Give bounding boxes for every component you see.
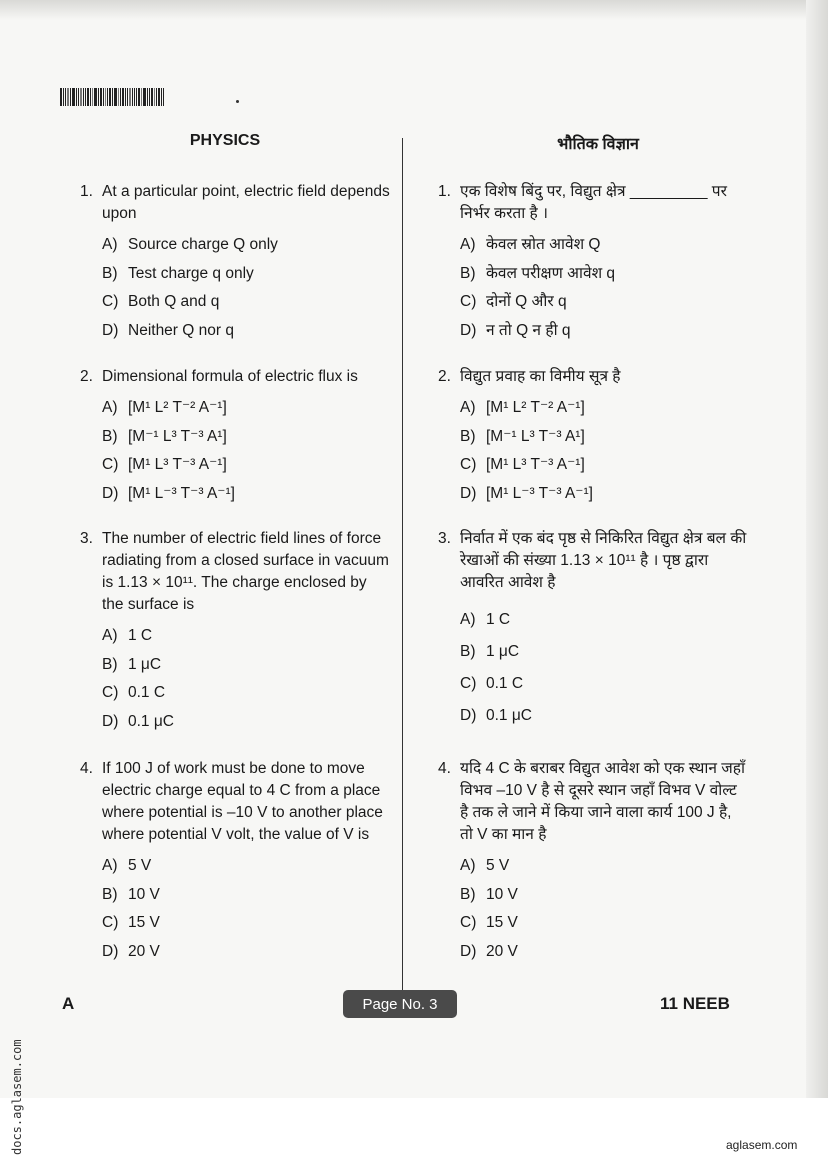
barcode-bar bbox=[80, 88, 82, 106]
question-number: 2. bbox=[80, 368, 93, 385]
barcode-bar bbox=[72, 88, 75, 106]
options-list bbox=[80, 394, 390, 508]
question-text: The number of electric field lines of force radiating from a closed surface in vacuum is 1.13 × 10¹¹. The charge enclosed by the surface is bbox=[102, 530, 389, 613]
option-text: 1 C bbox=[128, 627, 153, 644]
option-c bbox=[80, 288, 390, 317]
option-a bbox=[80, 394, 390, 423]
barcode-bar bbox=[107, 88, 108, 106]
option-b bbox=[80, 423, 390, 452]
barcode-bar bbox=[134, 88, 135, 106]
barcode-bar bbox=[120, 88, 121, 106]
option-label: A) bbox=[460, 611, 476, 628]
barcode-bar bbox=[83, 88, 84, 106]
option-label: A) bbox=[460, 399, 476, 416]
option-label: A) bbox=[102, 627, 118, 644]
option-text: 20 V bbox=[486, 942, 518, 960]
bottom-margin bbox=[0, 1098, 828, 1169]
barcode-bar bbox=[105, 88, 106, 106]
option-text: केवल परीक्षण आवेश q bbox=[486, 264, 616, 282]
barcode-bar bbox=[92, 88, 93, 106]
barcode-bar bbox=[98, 88, 99, 106]
barcode-bar bbox=[163, 88, 164, 106]
option-label: A) bbox=[460, 236, 476, 253]
option-text: 5 V bbox=[486, 857, 510, 874]
option-text: 20 V bbox=[128, 942, 160, 960]
barcode-bar bbox=[78, 88, 79, 106]
barcode-bar bbox=[85, 88, 86, 106]
option-c bbox=[80, 909, 390, 938]
barcode-bar bbox=[118, 88, 119, 106]
option-label: C) bbox=[460, 456, 477, 473]
option-label: A) bbox=[102, 857, 118, 874]
option-label: D) bbox=[460, 484, 477, 502]
option-d bbox=[80, 708, 390, 737]
barcode-bar bbox=[94, 88, 97, 106]
option-label: B) bbox=[460, 427, 476, 445]
barcode-bar bbox=[103, 88, 104, 106]
question-3 bbox=[80, 528, 390, 736]
option-d bbox=[438, 480, 748, 509]
option-text: 0.1 μC bbox=[486, 707, 532, 724]
barcode-bar bbox=[100, 88, 102, 106]
question-2 bbox=[80, 366, 390, 508]
option-d bbox=[438, 938, 748, 967]
question-2 bbox=[438, 366, 748, 508]
barcode-bar bbox=[76, 88, 77, 106]
option-a bbox=[80, 852, 390, 881]
option-d bbox=[438, 700, 748, 732]
section-title-english: PHYSICS bbox=[189, 132, 261, 149]
option-a bbox=[80, 231, 390, 260]
question-number: 1. bbox=[438, 183, 451, 200]
option-b bbox=[80, 881, 390, 910]
option-label: D) bbox=[102, 942, 119, 960]
option-label: C) bbox=[102, 456, 119, 473]
question-text: Dimensional formula of electric flux is bbox=[102, 368, 358, 385]
barcode bbox=[60, 88, 186, 106]
option-text: [M¹ L³ T⁻³ A⁻¹] bbox=[128, 456, 227, 473]
option-label: C) bbox=[102, 914, 119, 931]
option-text: 0.1 C bbox=[128, 684, 166, 701]
question-number: 4. bbox=[80, 760, 93, 777]
barcode-bar bbox=[154, 88, 155, 106]
question-text: निर्वात में एक बंद पृष्ठ से निकिरित विद्युत क्षेत्र बल की रेखाओं की संख्या 1.13 × 10¹¹ है । पृष्ठ द्वारा आवरित आवेश है bbox=[460, 530, 747, 591]
page-number-badge: Page No. 3 bbox=[343, 990, 457, 1018]
hindi-column bbox=[438, 132, 748, 176]
question-4 bbox=[80, 758, 390, 966]
options-list bbox=[438, 231, 748, 345]
option-text: 0.1 μC bbox=[128, 712, 174, 730]
option-c bbox=[80, 679, 390, 708]
option-c bbox=[438, 909, 748, 938]
option-c bbox=[80, 451, 390, 480]
option-label: A) bbox=[102, 399, 118, 416]
option-c bbox=[438, 451, 748, 480]
barcode-bar bbox=[112, 88, 113, 106]
section-title-hindi: भौतिक विज्ञान bbox=[557, 136, 639, 153]
option-text: Source charge Q only bbox=[128, 236, 278, 253]
barcode-bar bbox=[138, 88, 140, 106]
option-text: 15 V bbox=[128, 914, 160, 931]
options-list bbox=[438, 394, 748, 508]
option-d bbox=[80, 480, 390, 509]
barcode-bar bbox=[70, 88, 71, 106]
barcode-bar bbox=[151, 88, 153, 106]
option-label: A) bbox=[460, 857, 476, 874]
option-label: D) bbox=[102, 321, 119, 339]
option-a bbox=[438, 231, 748, 260]
barcode-bar bbox=[114, 88, 117, 106]
question-number: 4. bbox=[438, 760, 451, 777]
option-text: [M¹ L⁻³ T⁻³ A⁻¹] bbox=[128, 484, 235, 502]
option-text: [M⁻¹ L³ T⁻³ A¹] bbox=[486, 427, 585, 445]
barcode-bar bbox=[125, 88, 126, 106]
question-text: यदि 4 C के बराबर विद्युत आवेश को एक स्थान जहाँ विभव –10 V है से दूसरे स्थान जहाँ विभव V वोल्ट है तक ले जाने में किया जाने वाला कार्य 100 J है, तो V का मान है bbox=[460, 760, 746, 843]
question-number: 1. bbox=[80, 183, 93, 200]
options-list bbox=[438, 604, 748, 732]
option-a bbox=[80, 622, 390, 651]
barcode-bar bbox=[161, 88, 162, 106]
option-text: दोनों Q और q bbox=[486, 293, 567, 310]
option-text: 1 μC bbox=[128, 655, 162, 673]
option-c bbox=[438, 288, 748, 317]
barcode-bar bbox=[63, 88, 64, 106]
question-text: एक विशेष बिंदु पर, विद्युत क्षेत्र _________ पर निर्भर करता है । bbox=[460, 183, 727, 222]
barcode-bar bbox=[141, 88, 142, 106]
question-stem bbox=[80, 758, 390, 846]
barcode-bar bbox=[156, 88, 157, 106]
question-text: At a particular point, electric field depends upon bbox=[102, 183, 390, 222]
site-watermark: aglasem.com bbox=[726, 1138, 798, 1152]
question-4 bbox=[438, 758, 748, 966]
option-label: C) bbox=[460, 914, 477, 931]
barcode-bar bbox=[127, 88, 128, 106]
option-text: Neither Q nor q bbox=[128, 321, 234, 339]
barcode-bar bbox=[136, 88, 137, 106]
series-code: A bbox=[62, 994, 75, 1013]
question-text: विद्युत प्रवाह का विमीय सूत्र है bbox=[460, 368, 621, 385]
option-label: B) bbox=[102, 264, 118, 282]
option-label: B) bbox=[460, 643, 476, 660]
option-d bbox=[80, 938, 390, 967]
option-text: [M⁻¹ L³ T⁻³ A¹] bbox=[128, 427, 227, 445]
question-stem bbox=[80, 366, 390, 388]
option-label: B) bbox=[102, 427, 118, 445]
option-label: B) bbox=[102, 885, 118, 903]
option-b bbox=[438, 881, 748, 910]
question-stem bbox=[438, 528, 748, 594]
option-label: D) bbox=[460, 321, 477, 339]
option-label: D) bbox=[460, 942, 477, 960]
option-b bbox=[438, 423, 748, 452]
barcode-bar bbox=[132, 88, 133, 106]
option-label: D) bbox=[102, 712, 119, 730]
option-label: A) bbox=[102, 236, 118, 253]
question-text: If 100 J of work must be done to move electric charge equal to 4 C from a place where potential is –10 V to another place where potential V volt, the value of V is bbox=[102, 760, 383, 843]
option-text: [M¹ L² T⁻² A⁻¹] bbox=[128, 399, 227, 416]
option-text: [M¹ L⁻³ T⁻³ A⁻¹] bbox=[486, 484, 593, 502]
option-text: [M¹ L² T⁻² A⁻¹] bbox=[486, 399, 585, 416]
option-label: C) bbox=[102, 293, 119, 310]
barcode-bar bbox=[147, 88, 148, 106]
scan-edge bbox=[806, 0, 828, 1169]
option-text: केवल स्रोत आवेश Q bbox=[486, 236, 601, 253]
option-text: 0.1 C bbox=[486, 675, 524, 692]
barcode-bar bbox=[67, 88, 69, 106]
barcode-bar bbox=[65, 88, 66, 106]
question-stem bbox=[438, 181, 748, 225]
question-1 bbox=[438, 181, 748, 345]
option-text: [M¹ L³ T⁻³ A⁻¹] bbox=[486, 456, 585, 473]
option-a bbox=[438, 852, 748, 881]
barcode-bar bbox=[149, 88, 150, 106]
option-label: C) bbox=[460, 675, 477, 692]
option-text: Both Q and q bbox=[128, 293, 220, 310]
option-text: 1 C bbox=[486, 611, 511, 628]
option-text: Test charge q only bbox=[128, 264, 254, 282]
question-number: 3. bbox=[438, 530, 451, 547]
option-text: 5 V bbox=[128, 857, 152, 874]
options-list bbox=[438, 852, 748, 966]
option-d bbox=[80, 317, 390, 346]
option-a bbox=[438, 604, 748, 636]
barcode-bar bbox=[143, 88, 146, 106]
option-label: B) bbox=[460, 885, 476, 903]
barcode-bar bbox=[122, 88, 124, 106]
option-label: B) bbox=[102, 655, 118, 673]
question-number: 2. bbox=[438, 368, 451, 385]
options-list bbox=[80, 231, 390, 345]
scan-shadow bbox=[0, 0, 828, 20]
scan-dot bbox=[236, 100, 239, 103]
option-text: न तो Q न ही q bbox=[486, 321, 571, 339]
vertical-watermark: docs.aglasem.com bbox=[10, 1039, 24, 1155]
barcode-bar bbox=[129, 88, 131, 106]
question-1 bbox=[80, 181, 390, 345]
option-text: 10 V bbox=[486, 885, 518, 903]
question-stem bbox=[80, 181, 390, 225]
question-number: 3. bbox=[80, 530, 93, 547]
options-list bbox=[80, 622, 390, 736]
option-text: 15 V bbox=[486, 914, 518, 931]
barcode-bar bbox=[90, 88, 91, 106]
booklet-code: 11 NEEB bbox=[660, 994, 730, 1013]
barcode-bar bbox=[158, 88, 160, 106]
barcode-bar bbox=[109, 88, 111, 106]
barcode-bar bbox=[60, 88, 62, 106]
english-column bbox=[80, 132, 390, 172]
option-c bbox=[438, 668, 748, 700]
column-divider bbox=[402, 138, 403, 990]
option-label: C) bbox=[102, 684, 119, 701]
question-stem bbox=[438, 366, 748, 388]
question-stem bbox=[80, 528, 390, 616]
option-b bbox=[438, 260, 748, 289]
barcode-bar bbox=[87, 88, 89, 106]
option-label: D) bbox=[102, 484, 119, 502]
option-d bbox=[438, 317, 748, 346]
option-b bbox=[438, 636, 748, 668]
option-text: 10 V bbox=[128, 885, 160, 903]
option-label: B) bbox=[460, 264, 476, 282]
option-text: 1 μC bbox=[486, 643, 520, 660]
option-label: D) bbox=[460, 707, 477, 724]
options-list bbox=[80, 852, 390, 966]
option-label: C) bbox=[460, 293, 477, 310]
option-b bbox=[80, 651, 390, 680]
question-3 bbox=[438, 528, 748, 732]
question-stem bbox=[438, 758, 748, 846]
option-a bbox=[438, 394, 748, 423]
option-b bbox=[80, 260, 390, 289]
